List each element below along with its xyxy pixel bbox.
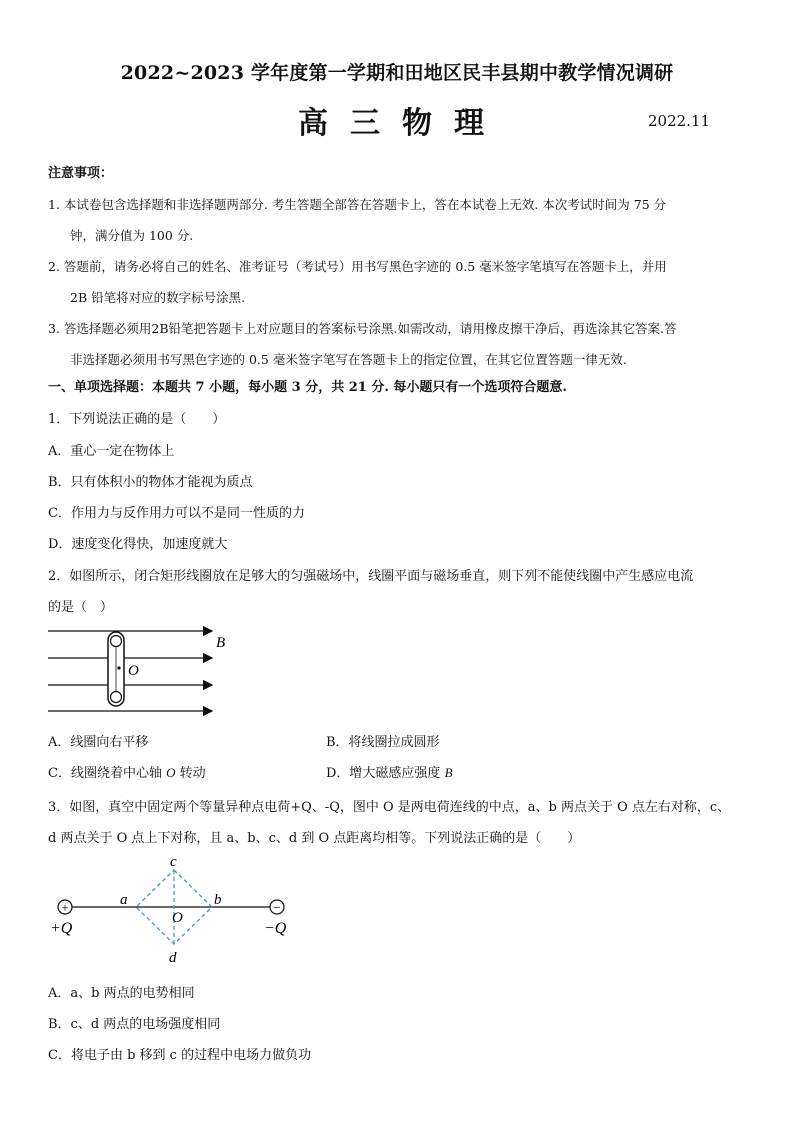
question-3-stem-cont: d 两点关于 O 点上下对称，且 a、b、c、d 到 O 点距离均相等。下列说法正确的是（ ）: [48, 831, 581, 846]
section-1-heading: 一、单项选择题：本题共 7 小题，每小题 3 分，共 21 分. 每小题只有一个选项符合题意.: [48, 380, 567, 395]
point-o-label: O: [172, 910, 183, 926]
point-c-label: c: [170, 854, 177, 870]
plus-sign: +: [61, 900, 69, 915]
question-3-option-c: C．将电子由 b 移到 c 的过程中电场力做负功: [48, 1048, 312, 1063]
question-2-option-d: D．增大磁感应强度 B: [326, 765, 453, 781]
question-2-stem: 2．如图所示，闭合矩形线圈放在足够大的匀强磁场中，线圈平面与磁场垂直，则下列不能使线圈中产生感应电流: [48, 569, 694, 584]
subject-title: 高三物理: [298, 106, 506, 141]
question-2-option-c: C．线圈绕着中心轴 O 转动: [48, 765, 206, 781]
point-charges-figure: [44, 852, 304, 974]
exam-date: 2022.11: [648, 112, 711, 130]
question-1-stem: 1．下列说法正确的是（ ）: [48, 412, 226, 427]
question-1-option-a: A．重心一定在物体上: [48, 444, 175, 459]
question-3-option-b: B．c、d 两点的电场强度相同: [48, 1017, 221, 1032]
center-point: [117, 666, 120, 669]
question-1-option-b: B．只有体积小的物体才能视为质点: [48, 475, 253, 490]
question-2-stem-cont: 的是（ ）: [48, 600, 114, 615]
point-a-label: a: [120, 892, 128, 908]
question-1-option-c: C．作用力与反作用力可以不是同一性质的力: [48, 506, 305, 521]
notice-heading: 注意事项：: [48, 166, 114, 181]
notice-item-2: 2. 答题前，请务必将自己的姓名、准考证号（考试号）用书写黑色字迹的 0.5 毫米签字笔填写在答题卡上，并用: [48, 259, 667, 274]
question-2-option-b: B．将线圈拉成圆形: [326, 735, 440, 750]
plus-q-label: +Q: [50, 920, 73, 937]
question-1-option-d: D．速度变化得快，加速度就大: [48, 537, 228, 552]
notice-item-3: 3. 答选择题必须用2B铅笔把答题卡上对应题目的答案标号涂黑.如需改动，请用橡皮擦干净后，再选涂其它答案.答: [48, 321, 677, 336]
notice-item-2-cont: 2B 铅笔将对应的数字标号涂黑.: [70, 290, 246, 305]
notice-item-1: 1. 本试卷包含选择题和非选择题两部分. 考生答题全部答在答题卡上，答在本试卷上无效. 本次考试时间为 75 分: [48, 197, 667, 212]
center-label: O: [128, 663, 139, 679]
point-d-label: d: [169, 950, 177, 966]
notice-item-3-cont: 非选择题必须用书写黑色字迹的 0.5 毫米签字笔写在答题卡上的指定位置，在其它位置答题一律无效.: [70, 352, 627, 367]
minus-sign: −: [273, 900, 281, 915]
minus-q-label: −Q: [264, 920, 287, 937]
magnetic-field-coil-figure: [44, 622, 244, 722]
field-label: B: [216, 635, 226, 651]
question-3-option-a: A．a、b 两点的电势相同: [48, 986, 195, 1001]
notice-item-1-cont: 钟，满分值为 100 分.: [70, 228, 194, 243]
question-3-stem: 3．如图，真空中固定两个等量异种点电荷+Q、-Q，图中 O 是两电荷连线的中点，a、b 两点关于 O 点左右对称，c、: [48, 800, 731, 815]
question-2-option-a: A．线圈向右平移: [48, 735, 149, 750]
exam-title: 2022~2023 学年度第一学期和田地区民丰县期中教学情况调研: [120, 62, 674, 84]
point-b-label: b: [214, 892, 222, 908]
